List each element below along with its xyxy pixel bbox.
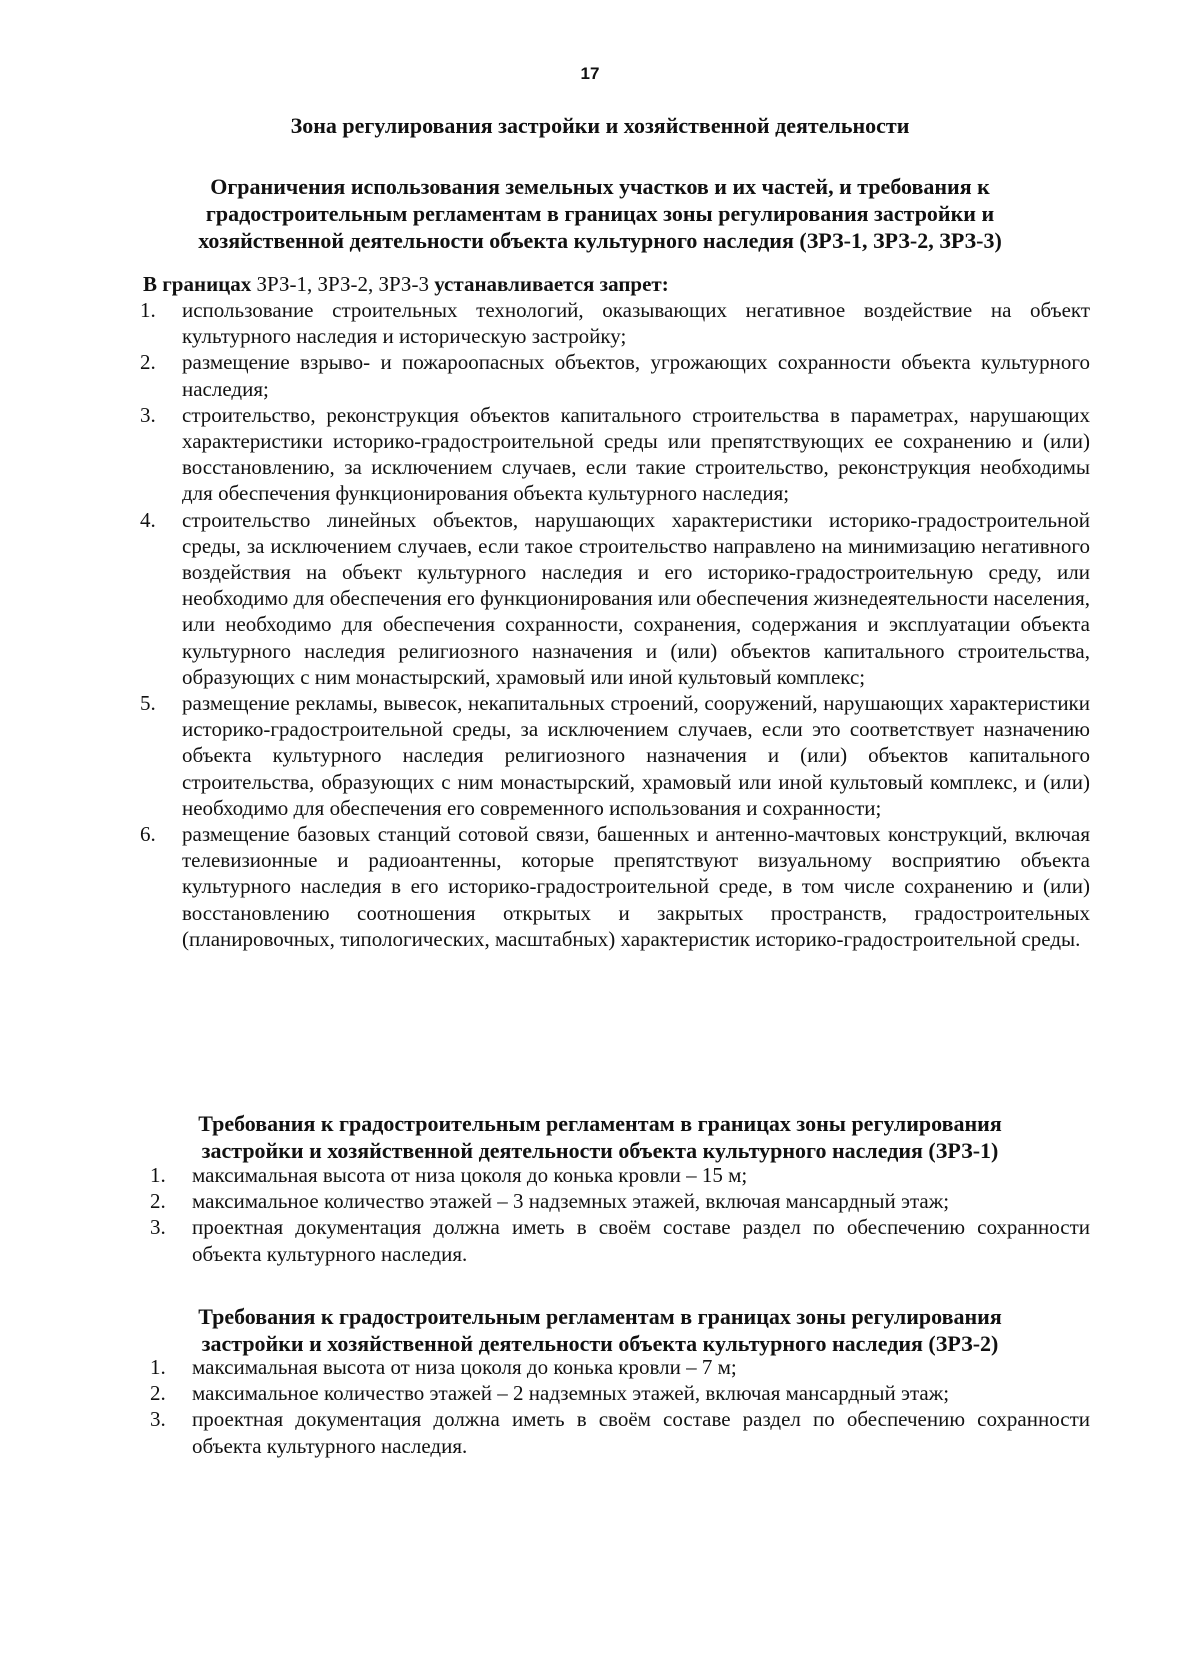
zrz1-list-item: [150, 1162, 1090, 1188]
list-item-text: размещение рекламы, вывесок, некапитальных строений, сооружений, нарушающих характеристики историко-градостроительной среды, за исключением случаев, если это соответствует назначению объекта культурного наследия религиозного назначения и (или) объектов капитального строительства, образующих с ним монастырский, храмовый или иной культовый комплекс, и (или) необходимо для обеспечения его современного использования и сохранности;: [182, 691, 1090, 820]
ban-list-item: [140, 349, 1090, 401]
ban-intro-start: В границах: [143, 272, 252, 296]
zrz1-requirements-list: [150, 1162, 1090, 1267]
list-item-number: 2.: [140, 350, 156, 375]
zrz2-list-item: [150, 1406, 1090, 1458]
list-item-text: максимальное количество этажей – 2 надземных этажей, включая мансардный этаж;: [192, 1381, 950, 1406]
list-item-text: строительство линейных объектов, нарушающих характеристики историко-градостроительной среды, за исключением случаев, если такое строительство направлено на минимизацию негативного воздействия на объект культурного наследия и его историко-градостроительную среду, или необходимо для обеспечения его функционирования или обеспечения жизнедеятельности населения, или необходимо для обеспечения сохранности, сохранения, содержания и эксплуатации объекта культурного наследия религиозного назначения и (или) объектов капитального строительства, образующих с ним монастырский, храмовый или иной культовый комплекс;: [182, 507, 1090, 689]
list-item-number: 3.: [150, 1215, 166, 1240]
list-item-text: размещение взрыво- и пожароопасных объектов, угрожающих сохранности объекта культурного наследия;: [182, 350, 1090, 401]
list-item-number: 1.: [140, 298, 156, 322]
ban-list-item: [140, 297, 1090, 349]
zrz1-list-item: [150, 1188, 1090, 1214]
list-item-number: 6.: [140, 822, 156, 847]
restrictions-heading: Ограничения использования земельных участков и их частей, и требования к градостроительным регламентам в границах зоны регулирования застройки и хозяйственной деятельности объекта культурного наследия (ЗРЗ-1, ЗРЗ-2, ЗРЗ-3): [198, 174, 1002, 253]
ban-list-item: [140, 821, 1090, 952]
list-item-number: 3.: [150, 1407, 166, 1432]
zrz1-requirements-heading: Требования к градостроительным регламентам в границах зоны регулирования застройки и хозяйственной деятельности объекта культурного наследия (ЗРЗ-1): [198, 1111, 1002, 1163]
list-item-text: максимальная высота от низа цоколя до конька кровли – 15 м;: [192, 1163, 748, 1187]
list-item-text: максимальное количество этажей – 3 надземных этажей, включая мансардный этаж;: [192, 1189, 950, 1214]
list-item-number: 2.: [150, 1189, 166, 1214]
list-item-number: 3.: [140, 402, 156, 427]
list-item-text: строительство, реконструкция объектов капитального строительства в параметрах, нарушающих характеристики историко-градостроительной среды или препятствующих ее сохранению и (или) восстановлению, за исключением случаев, если такие строительство, реконструкция необходимы для обеспечения функционирования объекта культурного наследия;: [182, 402, 1090, 506]
list-item-text: максимальная высота от низа цоколя до конька кровли – 7 м;: [192, 1355, 737, 1379]
ban-list-item: [140, 402, 1090, 507]
zrz1-list-item: [150, 1214, 1090, 1266]
zrz2-requirements-heading: Требования к градостроительным регламентам в границах зоны регулирования застройки и хозяйственной деятельности объекта культурного наследия (ЗРЗ-2): [198, 1304, 1002, 1356]
list-item-number: 5.: [140, 691, 156, 716]
list-item-number: 2.: [150, 1381, 166, 1406]
list-item-text: размещение базовых станций сотовой связи, башенных и антенно-мачтовых конструкций, включая телевизионные и радиоантенны, которые препятствуют визуальному восприятию объекта культурного наследия в его историко-градостроительной среде, в том числе сохранению и (или) восстановлению соотношения открытых и закрытых пространств, градостроительных (планировочных, типологических, масштабных) характеристик историко-градостроительной среды.: [182, 822, 1090, 951]
zrz2-list-item: [150, 1354, 1090, 1380]
ban-intro: [143, 271, 1043, 297]
list-item-text: проектная документация должна иметь в своём составе раздел по обеспечению сохранности объекта культурного наследия.: [192, 1407, 1090, 1458]
list-item-number: 1.: [150, 1355, 166, 1379]
ban-list: [140, 297, 1090, 952]
list-item-text: проектная документация должна иметь в своём составе раздел по обеспечению сохранности объекта культурного наследия.: [192, 1215, 1090, 1266]
ban-intro-end: устанавливается запрет:: [434, 272, 669, 296]
zrz2-list-item: [150, 1380, 1090, 1406]
list-item-text: использование строительных технологий, оказывающих негативное воздействие на объект культурного наследия и историческую застройку;: [182, 298, 1090, 349]
page-number: 17: [580, 64, 600, 83]
ban-intro-zones: ЗРЗ-1, ЗРЗ-2, ЗРЗ-3: [251, 272, 435, 296]
list-item-number: 1.: [150, 1163, 166, 1187]
list-item-number: 4.: [140, 507, 156, 532]
ban-list-item: [140, 690, 1090, 821]
section-title: Зона регулирования застройки и хозяйственной деятельности: [290, 113, 910, 138]
ban-list-item: [140, 507, 1090, 690]
zrz2-requirements-list: [150, 1354, 1090, 1459]
